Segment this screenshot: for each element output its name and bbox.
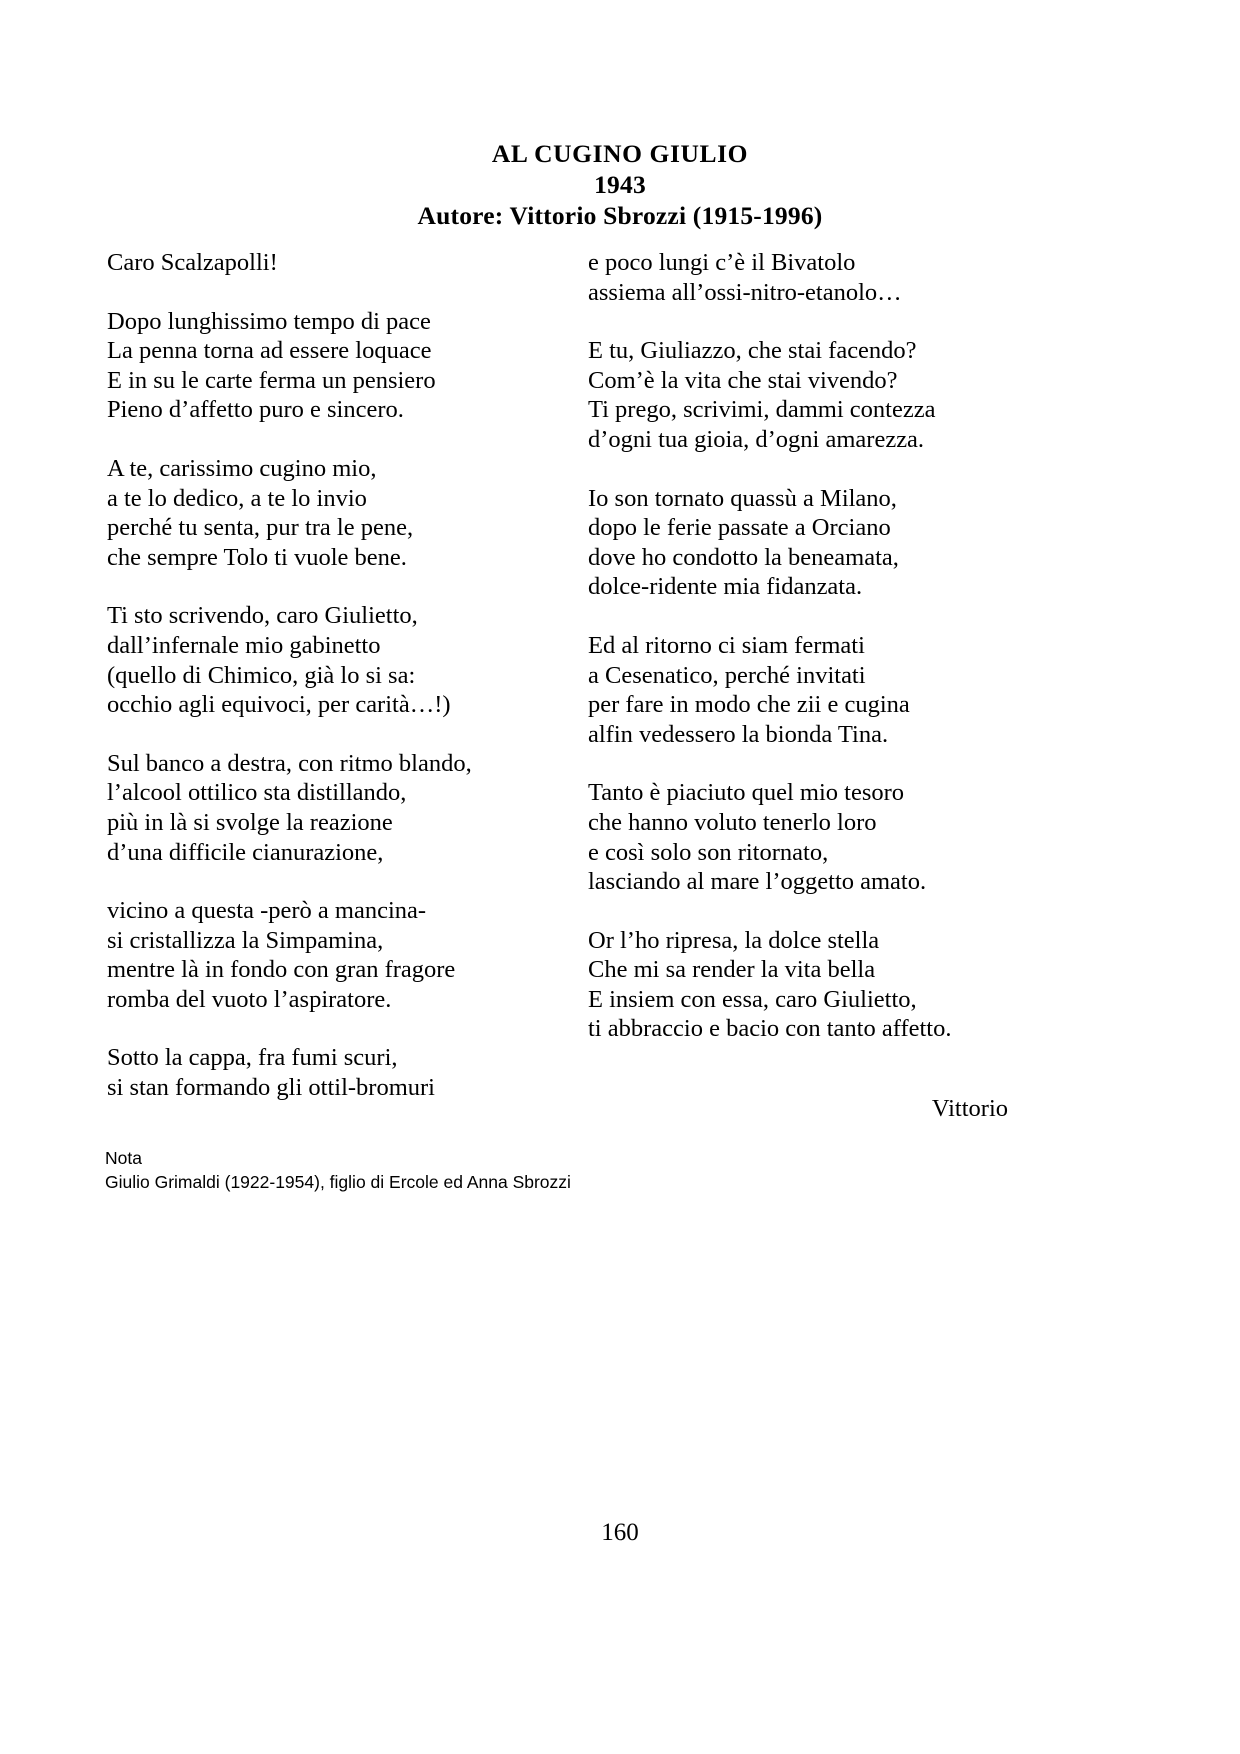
verse-line: assiema all’ossi-nitro-etanolo… [588, 278, 902, 306]
verse-line: Ed al ritorno ci siam fermati [588, 631, 865, 659]
verse-line: Io son tornato quassù a Milano, [588, 484, 897, 512]
note-text: Giulio Grimaldi (1922-1954), figlio di Ercole ed Anna Sbrozzi [105, 1172, 571, 1192]
verse-line: più in là si svolge la reazione [107, 808, 393, 836]
stanza [588, 926, 1038, 1044]
verse-line: perché tu senta, pur tra le pene, [107, 514, 414, 542]
stanza [588, 336, 1038, 454]
verse-line: per fare in modo che zii e cugina [588, 691, 910, 719]
verse-line: ti abbraccio e bacio con tanto affetto. [588, 1015, 952, 1043]
stanza [107, 1043, 547, 1102]
verse-line: Ti prego, scrivimi, dammi contezza [588, 396, 936, 424]
signature: Vittorio [931, 1095, 1008, 1122]
verse-line: e poco lungi c’è il Bivatolo [588, 249, 856, 276]
stanza [107, 749, 547, 867]
verse-line: dopo le ferie passate a Orciano [588, 514, 891, 542]
stanza [107, 601, 547, 719]
poem-year: 1943 [594, 170, 646, 199]
verse-line: E in su le carte ferma un pensiero [107, 366, 436, 394]
verse-line: Sotto la cappa, fra fumi scuri, [107, 1044, 398, 1072]
verse-line: E tu, Giuliazzo, che stai facendo? [588, 337, 917, 365]
verse-line: Pieno d’affetto puro e sincero. [107, 396, 404, 424]
verse-line: d’una difficile cianurazione, [107, 838, 384, 866]
verse-line: si cristallizza la Simpamina, [107, 926, 384, 954]
verse-line: si stan formando gli ottil-bromuri [107, 1074, 435, 1102]
verse-line: vicino a questa -però a mancina- [107, 897, 427, 925]
stanza [588, 631, 1038, 749]
verse-line: La penna torna ad essere loquace [107, 337, 432, 365]
poem-column-right [588, 248, 1038, 1044]
stanza [107, 896, 547, 1014]
stanza [107, 248, 547, 278]
title-block [0, 138, 1240, 231]
poem-column-left [107, 248, 547, 1103]
page-title: AL CUGINO GIULIO [491, 139, 749, 168]
verse-line: d’ogni tua gioia, d’ogni amarezza. [588, 425, 925, 453]
stanza [107, 307, 547, 425]
page-number: 160 [601, 1519, 639, 1546]
verse-line: Caro Scalzapolli! [107, 249, 278, 276]
verse-line: dove ho condotto la beneamata, [588, 543, 899, 571]
note-heading: Nota [105, 1148, 142, 1168]
stanza [588, 778, 1038, 896]
verse-line: Che mi sa render la vita bella [588, 956, 876, 984]
verse-line: Com’è la vita che stai vivendo? [588, 366, 898, 394]
verse-line: Ti sto scrivendo, caro Giulietto, [107, 602, 418, 630]
verse-line: A te, carissimo cugino mio, [107, 454, 377, 482]
verse-line: dolce-ridente mia fidanzata. [588, 573, 863, 601]
verse-line: romba del vuoto l’aspiratore. [107, 985, 392, 1013]
verse-line: alfin vedessero la bionda Tina. [588, 720, 889, 748]
verse-line: a Cesenatico, perché invitati [588, 661, 866, 689]
author-line: Autore: Vittorio Sbrozzi (1915-1996) [417, 201, 823, 230]
verse-line: Sul banco a destra, con ritmo blando, [107, 749, 472, 777]
verse-line: Dopo lunghissimo tempo di pace [107, 307, 431, 335]
verse-line: l’alcool ottilico sta distillando, [107, 779, 407, 807]
verse-line: Or l’ho ripresa, la dolce stella [588, 926, 880, 954]
verse-line: a te lo dedico, a te lo invio [107, 484, 367, 512]
verse-line: dall’infernale mio gabinetto [107, 631, 381, 659]
verse-line: mentre là in fondo con gran fragore [107, 956, 456, 984]
verse-line: E insiem con essa, caro Giulietto, [588, 985, 917, 1013]
verse-line: che hanno voluto tenerlo loro [588, 808, 877, 836]
verse-line: e così solo son ritornato, [588, 838, 829, 866]
poem-body [0, 248, 1240, 1148]
stanza [107, 454, 547, 572]
verse-line: occhio agli equivoci, per carità…!) [107, 691, 451, 719]
verse-line: lasciando al mare l’oggetto amato. [588, 868, 927, 896]
verse-line: (quello di Chimico, già lo si sa: [107, 661, 416, 689]
note-block [105, 1146, 805, 1194]
verse-line: che sempre Tolo ti vuole bene. [107, 543, 407, 571]
stanza [588, 484, 1038, 602]
verse-line: Tanto è piaciuto quel mio tesoro [588, 779, 905, 807]
stanza [588, 248, 1038, 307]
